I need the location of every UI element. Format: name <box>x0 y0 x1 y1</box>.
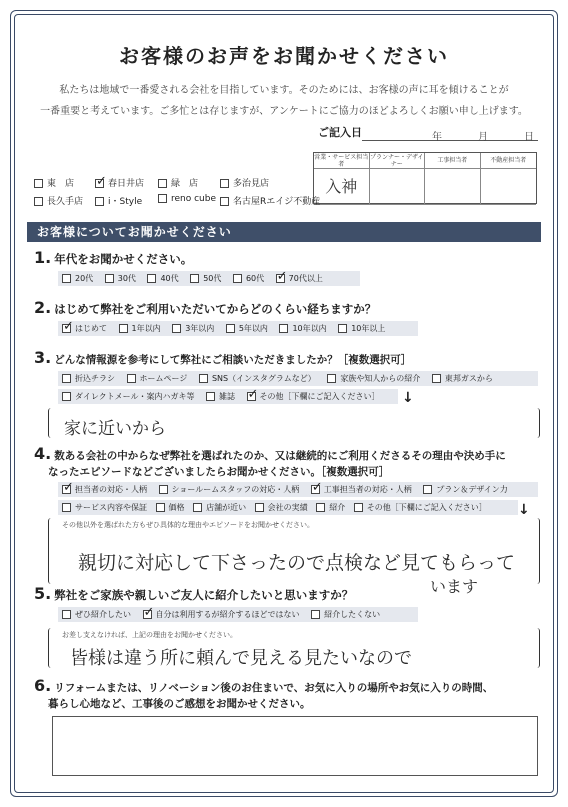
staff-sales-cell[interactable]: 入神 <box>314 169 370 205</box>
q5-note: お差し支えなければ、上記の理由をお聞かせください。 <box>62 631 237 639</box>
check-mark-icon: ✓ <box>247 387 259 402</box>
intro-line: 一番重要と考えています。ご多忙とは存じますが、アンケートにご協力のほどよろしくお願い申し上げます。 <box>40 106 528 117</box>
q1-option[interactable]: 40代 <box>147 271 178 286</box>
q4-option[interactable]: ✓ 担当者の対応・人柄 <box>63 480 147 495</box>
q6-answer-box[interactable] <box>52 716 538 776</box>
staff-header: 不動産担当者 <box>481 153 537 169</box>
staff-header: プランナー・デザイナー <box>369 153 424 168</box>
section-banner: お客様についてお聞かせください <box>27 222 541 242</box>
staff-realestate-cell[interactable] <box>481 169 537 205</box>
q4-options-row2 <box>58 500 518 515</box>
checkbox[interactable] <box>158 194 167 203</box>
q3-handwritten-answer: 家に近いから <box>64 419 166 439</box>
q5-option[interactable]: 紹介したくない <box>311 607 380 622</box>
q4-note: その他以外を選ばれた方もぜひ具体的な理由やエピソードをお聞かせください。 <box>62 521 314 529</box>
q4-option[interactable]: 価格 <box>156 500 185 515</box>
check-mark-icon: ✓ <box>63 480 74 495</box>
q4-handwritten-answer-cont: います <box>430 577 479 596</box>
store-option[interactable]: 名古屋Rエイジ不動産 <box>220 194 320 207</box>
staff-table <box>313 152 537 204</box>
q1-option[interactable]: 30代 <box>105 271 136 286</box>
q4-option[interactable]: 店舗が近い <box>193 500 246 515</box>
question-6: 6. リフォームまたは、リノベーション後のお住まいで、お気に入りの場所やお気に入りの時間、 暮らし心地など、工事後のご感想をお聞かせください。 <box>34 676 494 710</box>
q1-options <box>58 271 360 286</box>
q3-option[interactable]: 東邦ガスから <box>432 371 493 386</box>
date-input-line[interactable] <box>362 140 538 141</box>
arrow-down-icon: ↓ <box>402 390 414 406</box>
q4-option[interactable]: 会社の実績 <box>255 500 308 515</box>
date-month: 月 <box>478 132 488 143</box>
q3-option[interactable]: ✓ その他［下欄にご記入ください］ <box>247 387 380 402</box>
checkbox[interactable] <box>95 174 107 189</box>
q3-option[interactable]: 雑誌 <box>206 389 235 404</box>
q3-options-row1 <box>58 371 538 386</box>
question-2: 2. はじめて弊社をご利用いただいてからどのくらい経ちますか？ <box>34 298 377 317</box>
intro-line: 私たちは地域で一番愛される会社を目指しています。そのためには、お客様の声に耳を傾けることが <box>59 85 509 96</box>
staff-header: 営業・サービス担当者 <box>314 153 369 168</box>
q2-option[interactable]: 10年以内 <box>279 321 326 336</box>
q4-option[interactable]: プラン＆デザイン力 <box>423 482 507 497</box>
staff-construction-cell[interactable] <box>425 169 481 205</box>
q3-option[interactable]: 折込チラシ <box>62 371 115 386</box>
staff-planner-cell[interactable] <box>370 169 426 205</box>
date-day: 日 <box>524 132 534 143</box>
q2-options <box>58 321 418 336</box>
question-4: 4. 数ある会社の中からなぜ弊社を選ばれたのか、又は継続的にご利用くださるその理由や決め手に なったエピソードなどございましたらお聞かせください。［複数選択可］ <box>34 444 506 478</box>
store-option[interactable]: 長久手店 <box>34 194 83 207</box>
q4-option[interactable]: サービス内容や保証 <box>62 500 147 515</box>
q3-option[interactable]: SNS（インスタグラムなど） <box>199 371 316 386</box>
q4-handwritten-answer: 親切に対応して下さったので点検など見てもらって <box>78 552 516 574</box>
checkbox[interactable] <box>220 197 229 206</box>
check-mark-icon: ✓ <box>143 605 155 620</box>
q4-option[interactable]: ショールームスタッフの対応・人柄 <box>159 482 300 497</box>
check-mark-icon: ✓ <box>63 319 74 334</box>
intro-text <box>30 80 538 122</box>
date-label: ご記入日 <box>318 126 362 139</box>
q1-option[interactable]: ✓ 70代以上 <box>276 269 323 284</box>
q4-option[interactable]: その他［下欄にご記入ください］ <box>354 500 487 515</box>
checkbox[interactable] <box>34 197 43 206</box>
q2-option[interactable]: 10年以上 <box>338 321 385 336</box>
store-option[interactable]: reno cube <box>158 194 216 204</box>
check-mark-icon: ✓ <box>96 174 107 189</box>
q3-option[interactable]: 家族や知人からの紹介 <box>327 371 420 386</box>
page-title: お客様のお声をお聞かせください <box>119 44 449 68</box>
arrow-down-icon: ↓ <box>518 502 530 518</box>
q1-option[interactable]: 50代 <box>190 271 221 286</box>
store-option[interactable]: 緑 店 <box>158 176 198 189</box>
check-mark-icon: ✓ <box>311 480 323 495</box>
q5-option[interactable]: ✓ 自分は利用するが紹介するほどではない <box>143 605 300 620</box>
q3-options-row2 <box>58 389 398 404</box>
q5-handwritten-answer: 皆様は違う所に頼んで見える見たいなので <box>70 648 412 669</box>
q3-option[interactable]: ダイレクトメール・案内ハガキ等 <box>62 389 194 404</box>
store-option[interactable]: 東 店 <box>34 176 74 189</box>
staff-header: 工事担当者 <box>425 153 481 169</box>
q4-option[interactable]: 紹介 <box>316 500 345 515</box>
check-mark-icon: ✓ <box>276 269 288 284</box>
store-option[interactable]: 多治見店 <box>220 176 269 189</box>
date-year: 年 <box>432 132 442 143</box>
checkbox[interactable] <box>158 179 167 188</box>
q5-option[interactable]: ぜひ紹介したい <box>62 607 131 622</box>
q1-option[interactable]: 20代 <box>62 271 93 286</box>
q2-option[interactable]: 3年以内 <box>172 321 214 336</box>
q1-option[interactable]: 60代 <box>233 271 264 286</box>
question-1: 1. 年代をお聞かせください。 <box>34 248 193 267</box>
q4-option[interactable]: ✓ 工事担当者の対応・人柄 <box>311 480 412 495</box>
question-5: 5. 弊社をご家族や親しいご友人に紹介したいと思いますか？ <box>34 584 354 603</box>
q4-options-row1 <box>58 482 538 497</box>
checkbox[interactable] <box>220 179 229 188</box>
q2-option[interactable]: ✓ はじめて <box>63 319 107 334</box>
q3-option[interactable]: ホームページ <box>127 371 188 386</box>
q2-option[interactable]: 5年以内 <box>226 321 268 336</box>
store-option[interactable]: i・Style <box>95 194 142 207</box>
question-3: 3. どんな情報源を参考にして弊社にご相談いただきましたか？［複数選択可］ <box>34 348 412 367</box>
store-option[interactable]: ✓ 春日井店 <box>96 174 145 189</box>
checkbox[interactable] <box>95 197 104 206</box>
q5-options <box>58 607 418 622</box>
q2-option[interactable]: 1年以内 <box>119 321 161 336</box>
checkbox[interactable] <box>34 179 43 188</box>
